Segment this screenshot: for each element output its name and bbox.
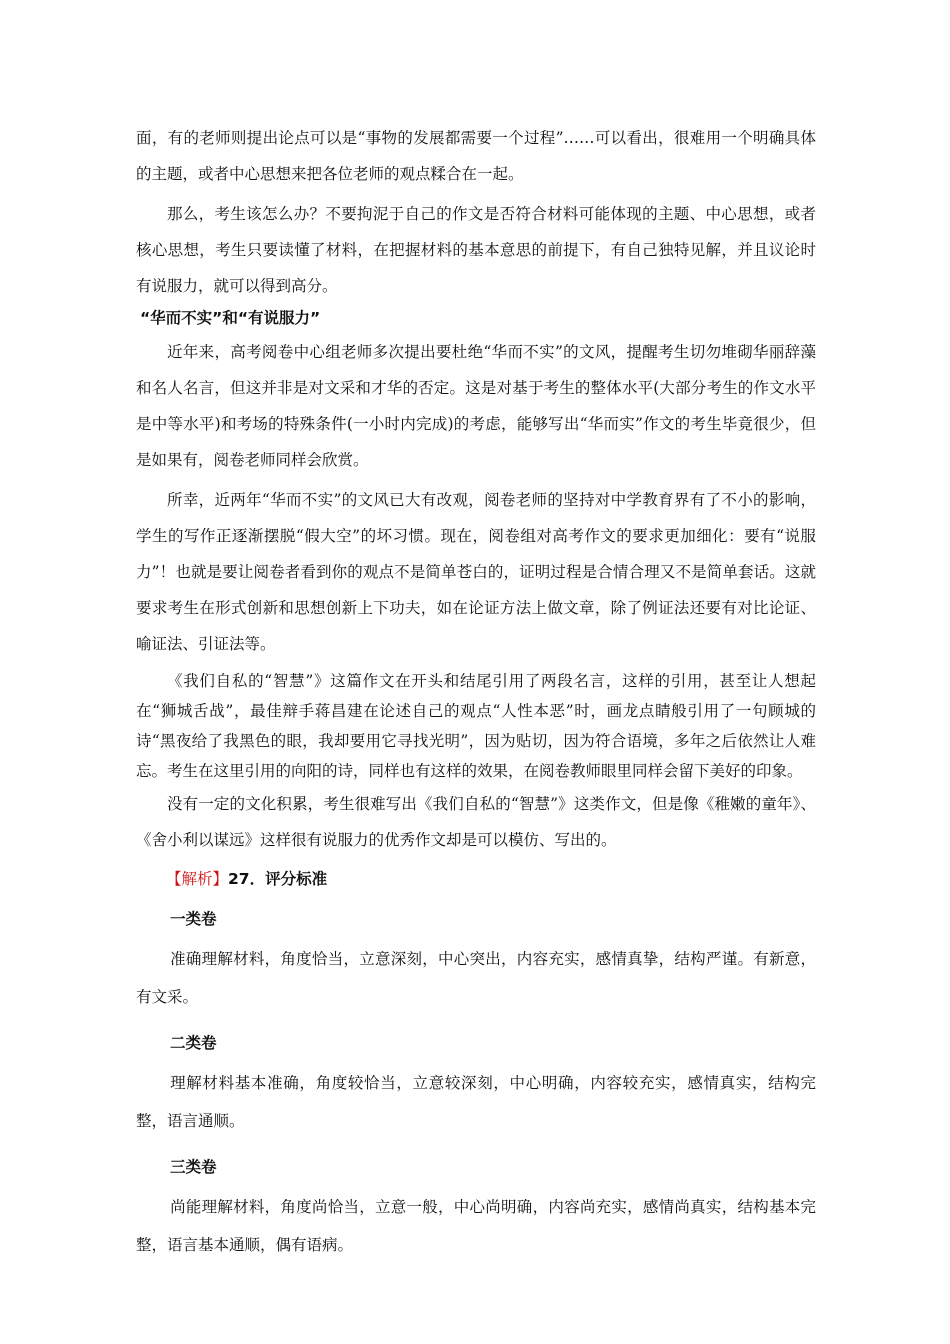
analysis-tag: 【解析】 — [166, 870, 229, 888]
paragraph-what-to-do: 那么，考生该怎么办？不要拘泥于自己的作文是否符合材料可能体现的主题、中心思想，或者核心思想，考生只要读懂了材料，在把握材料的基本意思的前提下，有自己独特见解，并且议论时有说服力，就可以得到高分。 — [136, 205, 816, 295]
paragraph-continuation: 面，有的老师则提出论点可以是“事物的发展都需要一个过程”……可以看出，很难用一个明确具体的主题，或者中心思想来把各位老师的观点糅合在一起。 — [136, 129, 816, 183]
level-2-text: 理解材料基本准确，角度较恰当，立意较深刻，中心明确，内容较充实，感情真实，结构完整，语言通顺。 — [136, 1074, 816, 1130]
paragraph-example-essay: 《我们自私的“智慧”》这篇作文在开头和结尾引用了两段名言，这样的引用，甚至让人想起在“狮城舌战”，最佳辩手蒋昌建在论述自己的观点“人性本恶”时，画龙点睛般引用了一句顾城的诗“黑夜给了我黑色的眼，我却要用它寻找光明”，因为贴切，因为符合语境，多年之后依然让人难忘。考生在这里引用的向阳的诗，同样也有这样的效果，在阅卷教师眼里同样会留下美好的印象。 — [136, 672, 816, 780]
document-body — [136, 120, 816, 1264]
paragraph-cultural-accumulation: 没有一定的文化积累，考生很难写出《我们自私的“智慧”》这类作文，但是像《稚嫩的童年》、《舍小利以谋远》这样很有说服力的优秀作文却是可以模仿、写出的。 — [136, 795, 816, 849]
paragraph-recent-years: 近年来，高考阅卷中心组老师多次提出要杜绝“华而不实”的文风，提醒考生切勿堆砌华丽辞藻和名人名言，但这并非是对文采和才华的否定。这是对基于考生的整体水平(大部分考生的作文水平是中等水平)和考场的特殊条件(一小时内完成)的考虑，能够写出“华而实”作文的考生毕竟很少，但是如果有，阅卷老师同样会欣赏。 — [136, 343, 816, 469]
section-heading: “华而不实”和“有说服力” — [140, 309, 321, 327]
level-1-heading: 一类卷 — [170, 910, 217, 928]
level-3-text: 尚能理解材料，角度尚恰当，立意一般，中心尚明确，内容尚充实，感情尚真实，结构基本完整，语言基本通顺，偶有语病。 — [136, 1198, 816, 1254]
level-3-heading: 三类卷 — [170, 1158, 217, 1176]
level-2-heading: 二类卷 — [170, 1034, 217, 1052]
analysis-heading — [136, 866, 816, 892]
paragraph-fortunately: 所幸，近两年“华而不实”的文风已大有改观，阅卷老师的坚持对中学教育界有了不小的影响，学生的写作正逐渐摆脱“假大空”的坏习惯。现在，阅卷组对高考作文的要求更加细化：要有“说服力”！也就是要让阅卷者看到你的观点不是简单苍白的，证明过程是合情合理又不是简单套话。这就要求考生在形式创新和思想创新上下功夫，如在论证方法上做文章，除了例证法还要有对比论证、喻证法、引证法等。 — [136, 491, 816, 653]
analysis-title: 27．评分标准 — [228, 870, 328, 888]
level-1-text: 准确理解材料，角度恰当，立意深刻，中心突出，内容充实，感情真挚，结构严谨。有新意，有文采。 — [136, 950, 816, 1006]
